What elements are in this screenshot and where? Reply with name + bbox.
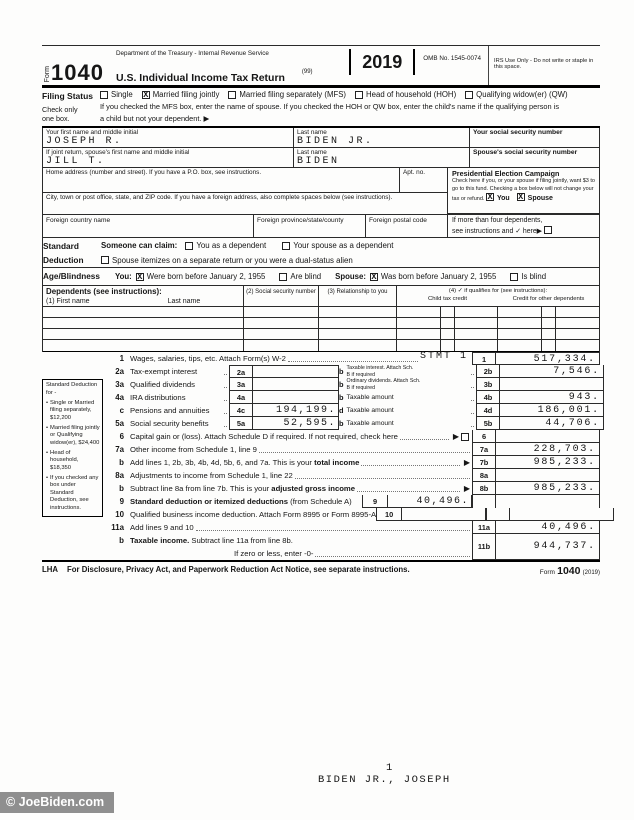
ctc-checkbox-cell[interactable] (440, 329, 455, 339)
disclosure-notice: For Disclosure, Privacy Act, and Paperwork Reduction Act Notice, see separate instructions. (67, 565, 410, 574)
form-header (42, 46, 600, 88)
line-9-amount[interactable]: 40,496. (388, 495, 472, 508)
line-7b-total-income: b Add lines 1, 2b, 3b, 4b, 4d, 5b, 6, and 7a. This is your total income ▶ 7b 985,233. (42, 456, 600, 469)
form-word: Form (44, 65, 51, 82)
agency-line: Department of the Treasury - Internal Revenue Service (115, 50, 269, 57)
cod-checkbox-cell[interactable] (541, 340, 556, 351)
line-4a-amount[interactable] (253, 391, 339, 404)
filing-option-qw[interactable]: Qualifying widow(er) (QW) (465, 90, 567, 99)
arrow-icon: ▶ (463, 484, 470, 493)
line-11b-amount[interactable]: 944,737. (496, 534, 600, 560)
lha-mark: LHA (42, 565, 59, 574)
line-6-not-required-checkbox[interactable] (461, 433, 469, 441)
filing-option-single[interactable]: Single (100, 90, 133, 99)
filing-status-section (42, 88, 600, 128)
home-address-row (43, 168, 447, 193)
form-title-line (116, 69, 349, 85)
taxpayer-footer-name: BIDEN JR., JOSEPH (318, 774, 451, 786)
ctc-checkbox-cell[interactable] (440, 318, 455, 328)
line-4c-amount[interactable]: 194,199. (253, 404, 339, 417)
line-9-standard-deduction: 9 Standard deduction or itemized deductions (from Schedule A) 9 40,496. (42, 495, 600, 508)
claim-row-2: Deduction Spouse itemizes on a separate return or you were a dual-status alien (43, 253, 599, 268)
line-5-social-security: 5a Social security benefits 5a 52,595. b Taxable amount 5b 44,706. (42, 417, 600, 430)
line-10-amount[interactable] (402, 508, 486, 521)
spouse-first-name-value: JILL T. (46, 156, 106, 167)
line-6-amount[interactable] (496, 430, 600, 443)
irs-use-only-note: IRS Use Only - Do not write or staple in this space. (488, 46, 600, 85)
you-dependent-checkbox[interactable] (185, 242, 193, 250)
city-field[interactable]: City, town or post office, state, and ZIP code. If you have a foreign address, also complete spaces below (see instructions). (46, 194, 393, 201)
address-block (43, 168, 599, 214)
form-reference: Form 1040 (2019) (539, 565, 600, 577)
line-7a-amount[interactable]: 228,703. (496, 443, 600, 456)
header-middle (110, 46, 349, 85)
mfs-note-line2: a child but not your dependent. ▶ (100, 114, 210, 123)
foreign-postal-field[interactable]: Foreign postal code (365, 215, 447, 237)
foreign-country-field[interactable]: Foreign country name (46, 217, 111, 224)
standard-deduction-left-label: Standard (43, 240, 79, 251)
dependent-row[interactable] (43, 340, 599, 351)
line-11a-amount[interactable]: 40,496. (496, 521, 600, 534)
last-name-field[interactable]: Last name BIDEN JR. (293, 128, 469, 147)
line-1-wages: 1 Wages, salaries, tips, etc. Attach Form(s) W-2 STMT 1 1 517,334. (42, 352, 600, 365)
cod-checkbox-cell[interactable] (541, 318, 556, 328)
form-footer (42, 562, 600, 577)
last-name-value: BIDEN JR. (297, 136, 374, 147)
apt-no-field[interactable]: Apt. no. (399, 168, 447, 192)
form-number-block (42, 46, 110, 85)
joebiden-watermark: © JoeBiden.com (0, 792, 114, 813)
ctc-checkbox-cell[interactable] (440, 340, 455, 351)
line-2a-amount[interactable] (253, 365, 339, 378)
ninety-nine-code: (99) (301, 69, 313, 75)
spouse-itemizes-option[interactable]: Spouse itemizes on a separate return or you were a dual-status alien (101, 256, 353, 265)
line-3b-amount[interactable] (500, 378, 604, 391)
line-7a-other-income: 7a Other income from Schedule 1, line 9 7a 228,703. (42, 443, 600, 456)
omb-number: OMB No. 1545-0074 (423, 55, 481, 62)
spouse-name-row (43, 148, 599, 168)
ssn-field[interactable]: Your social security number (469, 128, 599, 147)
first-name-field[interactable]: Your first name and middle initial JOSEPH R. (43, 128, 293, 147)
page-number: 1 (386, 762, 394, 774)
single-checkbox[interactable] (100, 91, 108, 99)
filing-option-hoh[interactable]: Head of household (HOH) (355, 90, 456, 99)
you-born-before-1955-checkbox[interactable] (136, 273, 144, 281)
hoh-checkbox[interactable] (355, 91, 363, 99)
stmt-1-annotation: STMT 1 (419, 351, 468, 362)
income-section (42, 352, 600, 562)
line-5a-amount[interactable]: 52,595. (253, 417, 339, 430)
filing-status-options (100, 90, 600, 123)
check-only-note: Check only one box. (42, 105, 78, 123)
dependents-table (43, 286, 599, 352)
line-11b-taxable-income: b Taxable income. Subtract line 11a from line 8b. If zero or less, enter -0- 11b 944,737. (42, 534, 600, 560)
home-address-field[interactable]: Home address (number and street). If you have a P.O. box, see instructions. (46, 169, 262, 176)
spouse-first-name-field[interactable]: If joint return, spouse's first name and middle initial JILL T. (43, 148, 293, 167)
more-dependents-checkbox[interactable] (544, 226, 552, 234)
page-footer (318, 762, 451, 786)
spouse-itemizes-checkbox[interactable] (101, 256, 109, 264)
dependent-row[interactable] (43, 318, 599, 329)
line-8b-amount[interactable]: 985,233. (496, 482, 600, 495)
foreign-province-field[interactable]: Foreign province/state/county (253, 215, 365, 237)
mfj-checkbox[interactable] (142, 91, 150, 99)
standard-deduction-sidebar: Standard Deduction for - • Single or Married filing separately, $12,200 • Married filing jointly or Qualifying widow(er), $24,400 • Head of household, $18,350 • If you checked any box under Standard Deduction, see instructions. (42, 379, 103, 517)
dependents-header: Dependents (see instructions): (1) First name Last name (2) Social security number (3) Relationship to you (4) ✓ if qualifies for (see instructions): Child tax credit Credit for other dependents (43, 286, 599, 307)
mfs-checkbox[interactable] (228, 91, 236, 99)
line-11a-add-9-10: 11a Add lines 9 and 10 11a 40,496. (42, 521, 600, 534)
spouse-is-blind-checkbox[interactable] (510, 273, 518, 281)
claim-row-1: Standard Someone can claim: You as a dependent Your spouse as a dependent (43, 240, 394, 251)
tax-year: 2019 (349, 49, 415, 75)
line-8b-agi: b Subtract line 8a from line 7b. This is your adjusted gross income ▶ 8b 985,233. (42, 482, 600, 495)
cod-checkbox-cell[interactable] (541, 307, 556, 317)
filing-status-labels (42, 90, 100, 123)
line-2-interest: 2a Tax-exempt interest 2a b Taxable interest. Attach Sch. B if required 2b 7,546. (42, 365, 600, 378)
taxpayer-name-row (43, 128, 599, 148)
identity-address-block (42, 128, 600, 352)
line-3a-amount[interactable] (253, 378, 339, 391)
qw-checkbox[interactable] (465, 91, 473, 99)
campaign-you-checkbox[interactable] (486, 193, 494, 201)
spouse-ssn-field[interactable]: Spouse's social security number (469, 148, 599, 167)
dependent-row[interactable] (43, 307, 599, 318)
arrow-icon: ▶ (452, 432, 459, 441)
presidential-election-campaign-box: Presidential Election Campaign Check here if you, or your spouse if filing jointly, want $3 to go to this fund. Checking a box below will not change your tax or refund. X You X Spouse (447, 168, 599, 214)
line-5b-amount[interactable]: 44,706. (500, 417, 604, 430)
spouse-dependent-checkbox[interactable] (282, 242, 290, 250)
form-1040 (42, 45, 600, 577)
foreign-address-row (43, 214, 599, 238)
dependent-row[interactable] (43, 329, 599, 340)
form-title: U.S. Individual Income Tax Return (115, 72, 285, 84)
spouse-born-before-1955-checkbox[interactable] (370, 273, 378, 281)
ctc-checkbox-cell[interactable] (440, 307, 455, 317)
filing-status-label: Filing Status (42, 91, 93, 101)
filing-option-mfj[interactable]: X Married filing jointly (142, 90, 220, 99)
claim-spouse-dependent[interactable]: Your spouse as a dependent (282, 241, 393, 250)
arrow-icon: ▶ (463, 458, 470, 467)
form-number: 1040 (51, 60, 104, 86)
mfs-note-line1: If you checked the MFS box, enter the name of spouse. If you checked the HOH or QW box, enter the child's name if the qualifying person is (100, 102, 560, 111)
line-10-qbi-deduction: 10 Qualified business income deduction. Attach Form 8995 or Form 8995-A 10 (42, 508, 600, 521)
claim-you-dependent[interactable]: You as a dependent (185, 241, 266, 250)
more-dependents-note: If more than four dependents, see instructions and ✓ here▶ (447, 215, 599, 237)
line-4a-ira: 4a IRA distributions 4a b Taxable amount 4b 943. (42, 391, 600, 404)
line-8a-amount[interactable] (496, 469, 600, 482)
filing-option-mfs[interactable]: Married filing separately (MFS) (228, 90, 346, 99)
line-2b-amount[interactable]: 7,546. (500, 365, 604, 378)
cod-checkbox-cell[interactable] (541, 329, 556, 339)
line-1-amount[interactable]: 517,334. (496, 352, 600, 365)
line-7b-amount[interactable]: 985,233. (496, 456, 600, 469)
line-4d-amount[interactable]: 186,001. (500, 404, 604, 417)
line-4b-amount[interactable]: 943. (500, 391, 604, 404)
line-6-capital-gain: 6 Capital gain or (loss). Attach Schedule D if required. If not required, check here ▶ 6 (42, 430, 600, 443)
you-are-blind-checkbox[interactable] (279, 273, 287, 281)
spouse-last-name-value: BIDEN (297, 156, 340, 167)
line-3-dividends: 3a Qualified dividends 3a b Ordinary dividends. Attach Sch. B if required 3b (42, 378, 600, 391)
first-name-value: JOSEPH R. (46, 136, 123, 147)
campaign-spouse-checkbox[interactable] (517, 193, 525, 201)
age-blindness-row: Age/Blindness You: X Were born before January 2, 1955 Are blind Spouse: X Was born before January 2, 1955 Is blind (43, 268, 599, 286)
campaign-body-text: Check here if you, or your spouse if filing jointly, want $3 to go to this fund. Checking a box below will not change your tax or refund. (452, 178, 595, 202)
line-8a-adjustments: 8a Adjustments to income from Schedule 1, line 22 8a (42, 469, 600, 482)
line-4c-pensions: c Pensions and annuities 4c 194,199. d Taxable amount 4d 186,001. (42, 404, 600, 417)
spouse-last-name-field[interactable]: Last name BIDEN (293, 148, 469, 167)
